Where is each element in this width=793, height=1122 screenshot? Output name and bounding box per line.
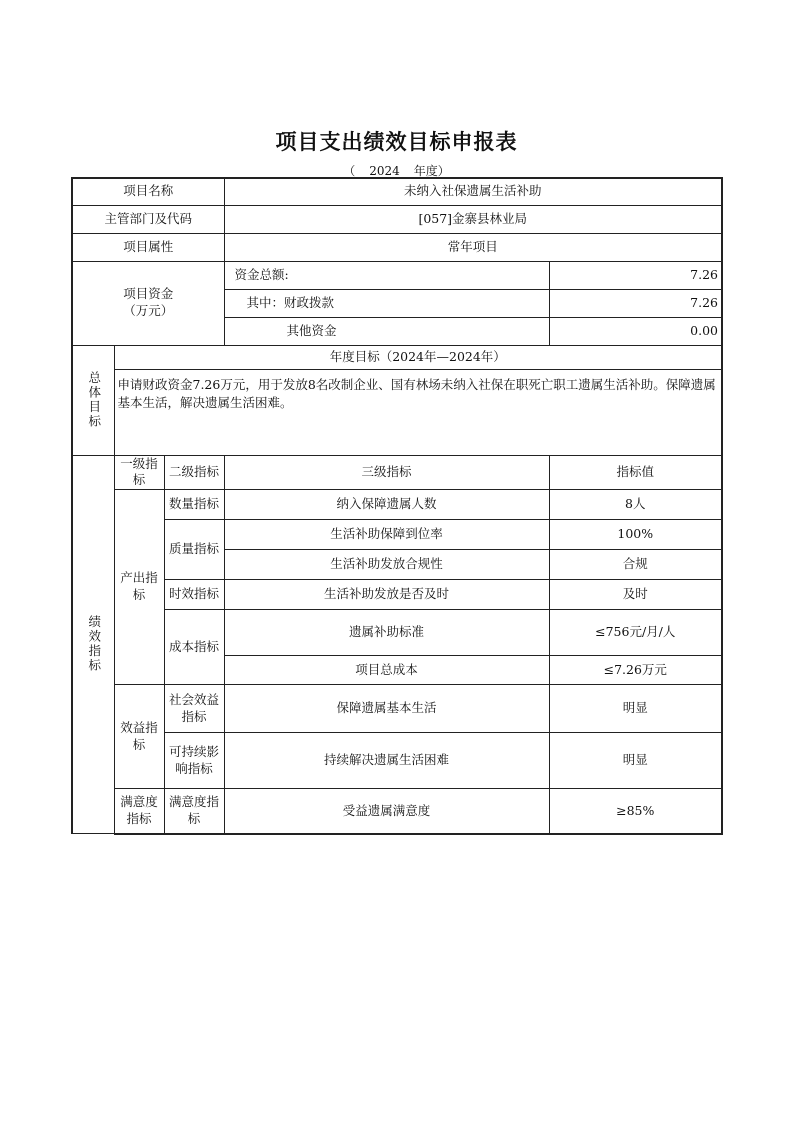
attr-label: 项目属性: [72, 233, 224, 261]
funds-total-value: 7.26: [549, 261, 722, 289]
performance-table: [71, 177, 723, 835]
row-cost-1: [72, 610, 722, 656]
row-sustain: [72, 733, 722, 789]
quality-label: 质量指标: [164, 520, 224, 580]
sat-value: ≥85%: [549, 789, 722, 834]
row-dept: [72, 205, 722, 233]
sustain-value: 明显: [549, 733, 722, 789]
cost-1-value: ≤756元/月/人: [549, 610, 722, 656]
row-attr: [72, 233, 722, 261]
quality-1-value: 100%: [549, 520, 722, 550]
year-value: 2024: [369, 164, 400, 178]
year-open: （: [343, 164, 356, 178]
output-label: 产出指标: [114, 490, 164, 685]
overall-header: 年度目标（2024年—2024年）: [114, 345, 722, 369]
header-l3: 三级指标: [224, 455, 549, 490]
project-name-label: 项目名称: [72, 178, 224, 205]
social-value: 明显: [549, 685, 722, 733]
funds-label-line2: （万元）: [123, 303, 174, 318]
row-satisfaction: [72, 789, 722, 834]
overall-text: 申请财政资金7.26万元，用于发放8名改制企业、国有林场未纳入社保在职死亡职工遗属生活补助。保障遗属基本生活，解决遗属生活困难。: [114, 369, 722, 455]
header-l1: 一级指标: [114, 455, 164, 490]
header-value: 指标值: [549, 455, 722, 490]
cost-label: 成本指标: [164, 610, 224, 685]
funds-label: [72, 261, 224, 345]
overall-label-cell: [72, 345, 114, 455]
attr-value: 常年项目: [224, 233, 722, 261]
funds-other-label: 其他资金: [224, 317, 549, 345]
cost-1-name: 遗属补助标准: [224, 610, 549, 656]
perf-label-cell: [72, 455, 114, 834]
row-perf-headers: [72, 455, 722, 490]
sustain-name: 持续解决遗属生活困难: [224, 733, 549, 789]
perf-label: 绩效指标: [86, 615, 102, 674]
cost-2-value: ≤7.26万元: [549, 656, 722, 685]
row-project-name: [72, 178, 722, 205]
funds-total-label: 资金总额:: [224, 261, 549, 289]
funds-other-value: 0.00: [549, 317, 722, 345]
quality-2-value: 合规: [549, 550, 722, 580]
dept-value: [057]金寨县林业局: [224, 205, 722, 233]
social-label: 社会效益指标: [164, 685, 224, 733]
row-overall-header: [72, 345, 722, 369]
time-label: 时效指标: [164, 580, 224, 610]
qty-name: 纳入保障遗属人数: [224, 490, 549, 520]
sustain-label: 可持续影响指标: [164, 733, 224, 789]
time-value: 及时: [549, 580, 722, 610]
project-name-value: 未纳入社保遗属生活补助: [224, 178, 722, 205]
row-funds-total: [72, 261, 722, 289]
row-social: [72, 685, 722, 733]
row-time: [72, 580, 722, 610]
sat-l1: 满意度指标: [114, 789, 164, 834]
year-label: 年度）: [413, 164, 450, 178]
quality-2-name: 生活补助发放合规性: [224, 550, 549, 580]
sat-l2: 满意度指标: [164, 789, 224, 834]
cost-2-name: 项目总成本: [224, 656, 549, 685]
time-name: 生活补助发放是否及时: [224, 580, 549, 610]
funds-label-line1: 项目资金: [123, 286, 174, 302]
page-title: 项目支出绩效目标申报表: [275, 130, 518, 154]
funds-fiscal-value: 7.26: [549, 289, 722, 317]
row-overall-text: [72, 369, 722, 455]
benefit-label: 效益指标: [114, 685, 164, 789]
qty-label: 数量指标: [164, 490, 224, 520]
row-qty: [72, 490, 722, 520]
row-quality-1: [72, 520, 722, 550]
overall-label: 总体目标: [86, 371, 102, 429]
funds-fiscal-label: 其中：财政拨款: [224, 289, 549, 317]
social-name: 保障遗属基本生活: [224, 685, 549, 733]
qty-value: 8人: [549, 490, 722, 520]
quality-1-name: 生活补助保障到位率: [224, 520, 549, 550]
dept-label: 主管部门及代码: [72, 205, 224, 233]
header-l2: 二级指标: [164, 455, 224, 490]
sat-name: 受益遗属满意度: [224, 789, 549, 834]
